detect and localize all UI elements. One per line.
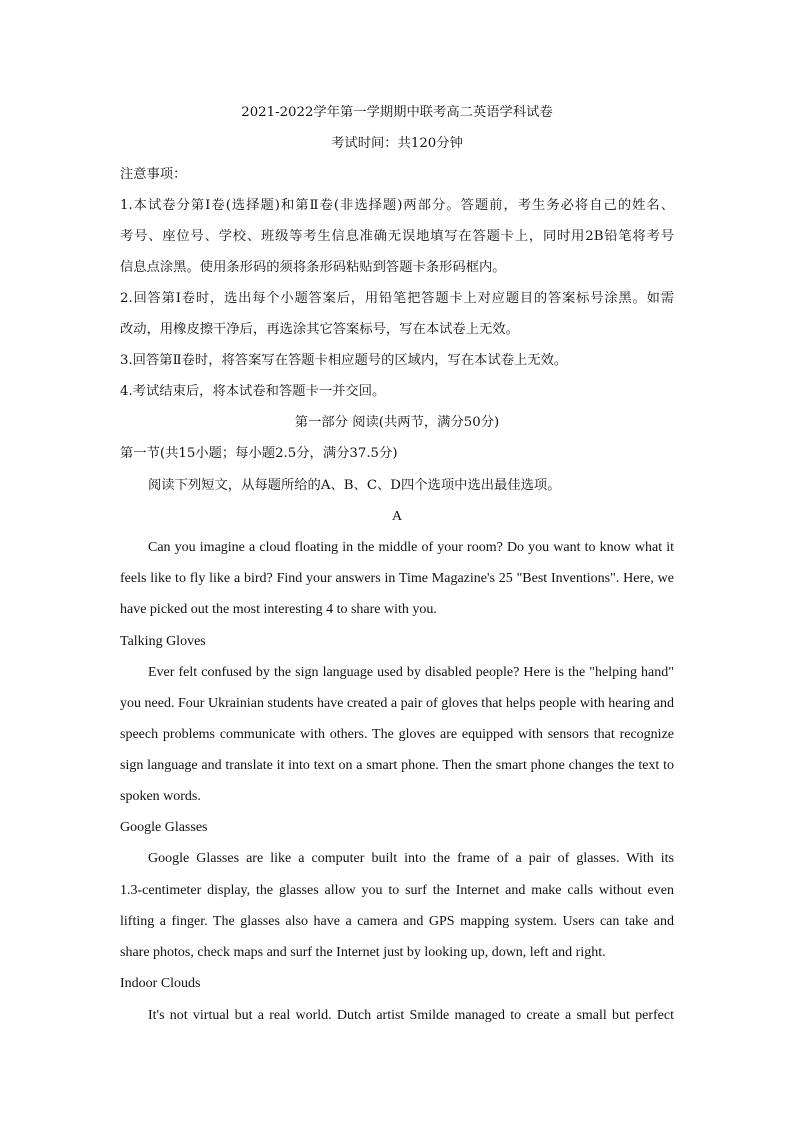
passage-line: Can you imagine a cloud floating in the middle of your room? Do you want to know what it: [148, 540, 674, 555]
passage-line: share photos, check maps and surf the Internet just by looking up, down, left and right.: [120, 945, 606, 960]
subheading-google-glasses: Google Glasses: [120, 820, 208, 835]
passage-line: 1.3-centimeter display, the glasses allow you to surf the Internet and make calls without even: [120, 883, 674, 898]
note-line: 2.回答第Ⅰ卷时，选出每个小题答案后，用铅笔把答题卡上对应题目的答案标号涂黑。如需: [120, 291, 674, 306]
note-line: 考号、座位号、学校、班级等考生信息准确无误地填写在答题卡上，同时用2B铅笔将考号: [120, 229, 674, 244]
note-line: 4.考试结束后，将本试卷和答题卡一并交回。: [120, 384, 386, 399]
passage-line: have picked out the most interesting 4 to share with you.: [120, 602, 437, 617]
passage-line: It's not virtual but a real world. Dutch artist Smilde managed to create a small but perfect: [148, 1008, 674, 1023]
notes-heading: 注意事项：: [120, 167, 187, 182]
note-line: 3.回答第Ⅱ卷时，将答案写在答题卡相应题号的区域内，写在本试卷上无效。: [120, 353, 568, 368]
exam-title: 2021-2022学年第一学期期中联考高二英语学科试卷: [241, 105, 553, 120]
section-instruction: 阅读下列短文，从每题所给的A、B、C、D四个选项中选出最佳选项。: [148, 478, 561, 493]
passage-line: speech problems communicate with others. The gloves are equipped with sensors that recognize: [120, 727, 674, 742]
passage-label: A: [391, 509, 403, 524]
passage-line: lifting a finger. The glasses also have a camera and GPS mapping system. Users can take and: [120, 914, 674, 929]
passage-line: spoken words.: [120, 789, 201, 804]
subheading-indoor-clouds: Indoor Clouds: [120, 976, 201, 991]
part-title: 第一部分 阅读(共两节，满分50分): [294, 415, 500, 430]
passage-line: feels like to fly like a bird? Find your answers in Time Magazine's 25 "Best Inventions". Here, we: [120, 571, 674, 586]
passage-line: you need. Four Ukrainian students have created a pair of gloves that helps people with hearing and: [120, 696, 674, 711]
note-line: 改动，用橡皮擦干净后，再选涂其它答案标号，写在本试卷上无效。: [120, 322, 519, 337]
subheading-talking-gloves: Talking Gloves: [120, 634, 206, 649]
passage-line: Google Glasses are like a computer built into the frame of a pair of glasses. With its: [148, 851, 674, 866]
passage-line: sign language and translate it into text on a smart phone. Then the smart phone changes the text to: [120, 758, 674, 773]
exam-time: 考试时间：共120分钟: [331, 136, 463, 151]
passage-line: Ever felt confused by the sign language used by disabled people? Here is the "helping hand": [148, 665, 674, 680]
note-line: 信息点涂黑。使用条形码的须将条形码粘贴到答题卡条形码框内。: [120, 260, 506, 275]
note-line: 1.本试卷分第Ⅰ卷(选择题)和第Ⅱ卷(非选择题)两部分。答题前，考生务必将自己的姓名、: [120, 198, 674, 213]
section-title: 第一节(共15小题；每小题2.5分，满分37.5分): [120, 446, 398, 461]
